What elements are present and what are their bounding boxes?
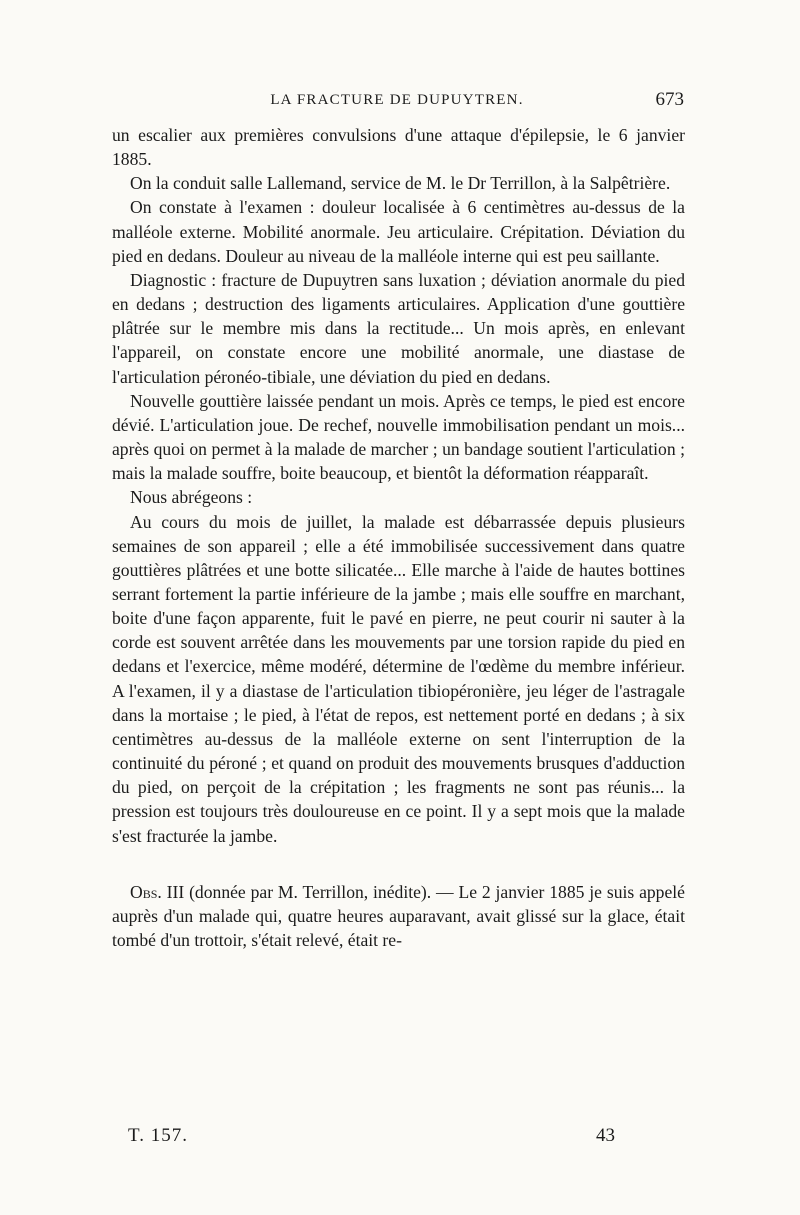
running-title: LA FRACTURE DE DUPUYTREN. (270, 92, 524, 108)
page-footer (128, 1125, 628, 1153)
body-text (112, 123, 685, 952)
page-number: 673 (655, 89, 684, 110)
paragraph: Au cours du mois de juillet, la malade est débarrassée depuis plusieurs semaines de son appareil ; elle a été immobilisée successivement dans quatre gouttières plâtrées et une botte silicatée... Elle marche à l'aide de hautes bottines serrant fortement la partie inférieure de la jambe ; mais elle souffre en marchant, boite d'une façon apparente, fuit le pavé en pierre, ne peut courir ni sauter à la corde est souvent arrêtée dans les mouvements par une torsion rapide du pied en dedans et l'exercice, même modéré, détermine de l'œdème du membre inférieur. A l'examen, il y a diastase de l'articulation tibiopéronière, jeu léger de l'astragale dans la mortaise ; le pied, à l'état de repos, est nettement porté en dedans ; à six centimètres au-dessus de la malléole externe on sent l'interruption de la continuité du péroné ; et quand on produit des mouvements brusques d'adduction du pied, on perçoit de la crépitation ; les fragments ne sont pas réunis... la pression est toujours très douloureuse en ce point. Il y a sept mois que la malade s'est fracturée la jambe. (112, 511, 685, 846)
signature-mark: T. 157. (128, 1125, 188, 1146)
paragraph: On la conduit salle Lallemand, service de M. le Dr Terrillon, à la Salpêtrière. (130, 173, 671, 194)
paragraph-continuation: un escalier aux premières convulsions d'une attaque d'épilepsie, le 6 janvier 1885. (112, 125, 685, 170)
paragraph: On constate à l'examen : douleur localisée à 6 centimètres au-dessus de la malléole externe. Mobilité anormale. Jeu articulaire. Crépitation. Déviation du pied en dedans. Douleur au niveau de la malléole interne qui est peu saillante. (112, 197, 685, 266)
paragraph: Nous abrégeons : (130, 487, 253, 508)
page-header (110, 89, 684, 120)
paragraph: Diagnostic : fracture de Dupuytren sans luxation ; déviation anormale du pied en dedans ; destruction des ligaments articulaires. Application d'une gouttière plâtrée sur le membre mis dans la rectitude... Un mois après, en enlevant l'appareil, on constate encore une mobilité anormale, une diastase de l'articulation péronéo-tibiale, une déviation du pied en dedans. (112, 269, 685, 387)
observation-paragraph (112, 880, 685, 952)
paragraph: Nouvelle gouttière laissée pendant un mois. Après ce temps, le pied est encore dévié. L'articulation joue. De rechef, nouvelle immobilisation pendant un mois... après quoi on permet à la malade de marcher ; un bandage soutient l'articulation ; mais la malade souffre, boite beaucoup, et bientôt la déformation réapparaît. (112, 390, 685, 484)
sheet-number: 43 (596, 1125, 615, 1146)
observation-text: (donnée par M. Terrillon, inédite). — Le 2 janvier 1885 je suis appelé auprès d'un malade qui, quatre heures auparavant, avait glissé sur la glace, était tombé d'un trottoir, s'était relevé, était re- (112, 881, 685, 950)
observation-label: Obs. III (130, 881, 185, 902)
